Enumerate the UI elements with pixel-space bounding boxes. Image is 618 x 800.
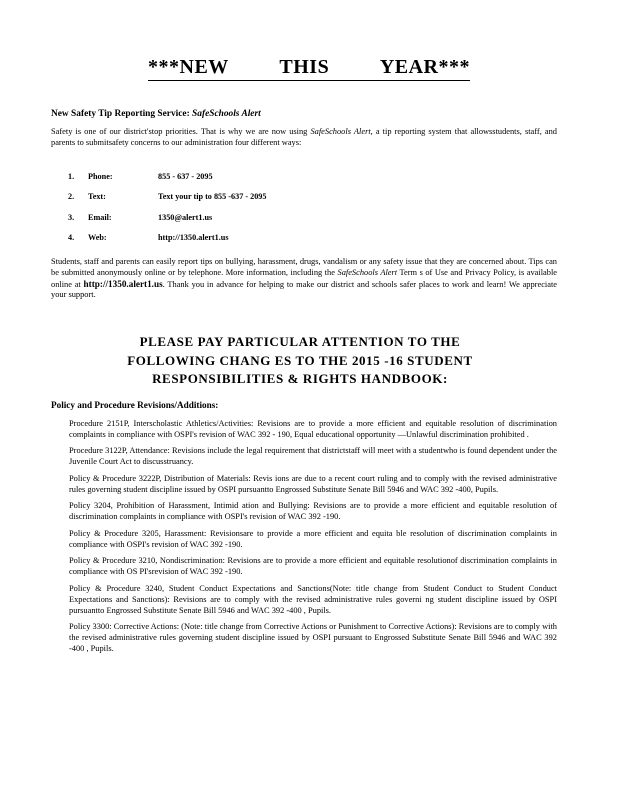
notice-line-3: RESPONSIBILITIES & RIGHTS HANDBOOK: (152, 371, 448, 386)
tips-info-service-name: SafeSchools Alert (337, 267, 398, 277)
tip-label: Phone: (88, 172, 113, 181)
policy-item (51, 419, 557, 441)
web-link: http://1350.alert1.us (83, 278, 163, 289)
title-word-year: YEAR*** (379, 56, 470, 78)
tip-value: Text your tip to 855 -637 - 2095 (158, 192, 267, 202)
policy-item (51, 556, 557, 578)
title-word-this: THIS (279, 56, 330, 78)
policy-heading: Policy and Procedure Revisions/Additions: (51, 400, 219, 410)
policy-item (51, 622, 557, 654)
tip-value: 1350@alert1.us (158, 212, 213, 222)
tips-info-text-2: Term s of Use and Privacy Policy, is available online at (51, 267, 557, 289)
policy-item (51, 501, 557, 523)
tip-number: 1. (68, 172, 75, 181)
tip-value: 855 - 637 - 2095 (158, 172, 213, 181)
policy-text: Policy 3300: Corrective Actions: (Note: title change from Corrective Actions or Punishment to Corrective Actions): Revisions are to comply with the revised administrative rules governing student discipline issued by OSPI pursuant to Engrossed Substitute Senate Bill 5946 and WAC 392 -400 , Pupils. (69, 622, 557, 653)
policy-item (51, 584, 557, 616)
notice-line-2: FOLLOWING CHANG ES TO THE 2015 -16 STUDENT (127, 352, 473, 368)
service-heading-label: New Safety Tip Reporting Service: (51, 109, 190, 119)
title-word-new: ***NEW (148, 56, 229, 78)
intro-text-before: Safety is one of our district'stop priorities. That is why we are now using (51, 127, 308, 136)
intro-text-after: , a tip reporting system that allowsstudents, staff, and parents to submitsafety concerns to our administration four different ways: (51, 127, 557, 147)
policy-list (51, 419, 557, 660)
tip-label: Text: (88, 192, 106, 202)
policy-text: Policy & Procedure 3205, Harassment: Revisionsare to provide a more efficient and equita ble resolution of discrimination complaints in compliance with OSPI's revision of WAC 392 -190. (69, 528, 557, 549)
policy-text: Policy & Procedure 3222P, Distribution of Materials: Revis ions are due to a recent court ruling and to comply with the revised administrative rules governing student discipline issued by OSPI pursuantto Engrossed Substitute Senate Bill 5946 and WAC 392 -400, Pupils. (69, 473, 557, 494)
notice-line-1: PLEASE PAY PARTICULAR ATTENTION TO THE (139, 334, 461, 349)
tips-info-text-1: Students, staff and parents can easily report tips on bullying, harassment, drugs, vandalism or any safety issue that they are concerned about. Tips can be submitted anonymously online or by telephone. More information, including the (51, 257, 557, 277)
tip-number: 2. (68, 192, 75, 202)
policy-text: Policy & Procedure 3210, Nondiscrimination: Revisions are to provide a more efficient and equitable resolutionof discrimination complaints in compliance with OS PI'srevision of WAC 392 -190. (69, 556, 557, 577)
tips-info-text-3: . Thank you in advance for helping to make our district and schools safer places to work and learn! We appreciate your support. (51, 279, 557, 300)
policy-text: Policy 3204, Prohibition of Harassment, Intimid ation and Bullying: Revisions are to provide a more efficient and equitable resolution of discrimination complaints in compliance with OSPI's revision of WAC 392 -190. (69, 501, 557, 522)
policy-text: Procedure 2151P, Interscholastic Athletics/Activities: Revisions are to provide a more efficient and equitable resolution of discrimination complaints in compliance with OSPI's revision of WAC 392 - 190, Equal educational opportunity —Unlawful discrimination prohibited . (69, 419, 557, 439)
policy-item (51, 474, 557, 496)
tips-info-paragraph (51, 257, 557, 301)
tip-value: http://1350.alert1.us (158, 232, 229, 242)
service-heading (51, 109, 557, 120)
intro-paragraph (51, 127, 557, 149)
policy-text: Procedure 3122P, Attendance: Revisions include the legal requirement that districtstaff will meet with a studentwho is found dependent under the Juvenile Court Act to discusstruancy. (69, 446, 557, 467)
policy-item (51, 529, 557, 551)
service-heading-name: SafeSchools Alert (192, 109, 261, 119)
tip-label: Web: (88, 232, 107, 242)
tip-number: 4. (68, 232, 75, 242)
policy-text: Policy & Procedure 3240, Student Conduct Expectations and Sanctions(Note: title change from Student Conduct to Student Conduct Expectations and Sanctions): Revisions are to comply with the revised administrative rules governi ng student discipline issued by OSPI pursuantto Engrossed Substitute Senate Bill 5946 and WAC 392 -400 , Pupils. (69, 583, 557, 615)
intro-service-name: SafeSchools Alert (310, 127, 371, 136)
tip-label: Email: (88, 212, 112, 222)
page-title (148, 56, 470, 81)
tip-number: 3. (68, 212, 75, 222)
policy-item (51, 446, 557, 468)
handbook-notice (80, 333, 520, 389)
